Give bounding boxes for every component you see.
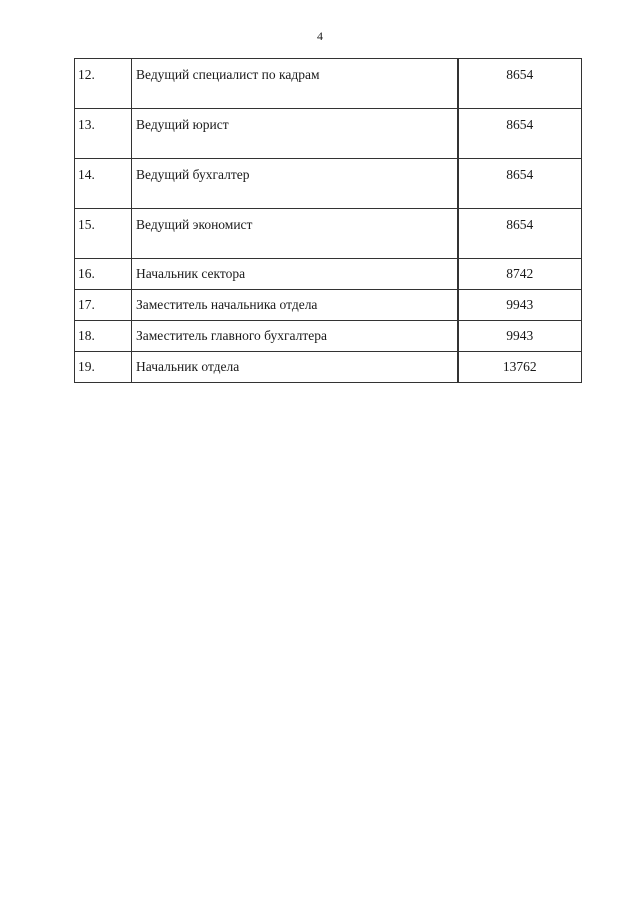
row-number: 12. [75, 59, 132, 109]
salary-amount: 9943 [458, 321, 582, 352]
table-row [75, 109, 582, 159]
salary-amount: 8654 [458, 209, 582, 259]
row-number: 16. [75, 259, 132, 290]
position-title: Ведущий юрист [132, 109, 458, 159]
salary-amount: 8654 [458, 59, 582, 109]
row-number: 15. [75, 209, 132, 259]
salary-amount: 8654 [458, 109, 582, 159]
row-number: 14. [75, 159, 132, 209]
salary-amount: 8742 [458, 259, 582, 290]
table-row [75, 352, 582, 383]
row-number: 17. [75, 290, 132, 321]
position-title: Ведущий экономист [132, 209, 458, 259]
position-title: Заместитель начальника отдела [132, 290, 458, 321]
salary-table [74, 58, 582, 383]
table-row [75, 209, 582, 259]
salary-amount: 8654 [458, 159, 582, 209]
position-title: Начальник отдела [132, 352, 458, 383]
row-number: 13. [75, 109, 132, 159]
table-row [75, 159, 582, 209]
row-number: 19. [75, 352, 132, 383]
position-title: Начальник сектора [132, 259, 458, 290]
position-title: Ведущий бухгалтер [132, 159, 458, 209]
salary-amount: 13762 [458, 352, 582, 383]
position-title: Заместитель главного бухгалтера [132, 321, 458, 352]
row-number: 18. [75, 321, 132, 352]
salary-amount: 9943 [458, 290, 582, 321]
table-row [75, 59, 582, 109]
page-number: 4 [317, 29, 323, 43]
table-row [75, 321, 582, 352]
position-title: Ведущий специалист по кадрам [132, 59, 458, 109]
table-row [75, 290, 582, 321]
table-row [75, 259, 582, 290]
